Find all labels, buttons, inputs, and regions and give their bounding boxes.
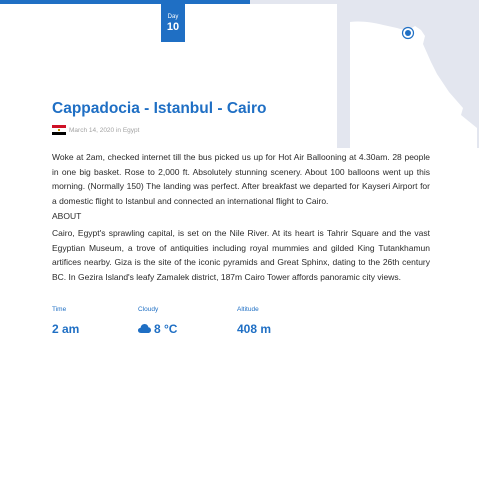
weather-label: Cloudy: [138, 306, 159, 313]
weather-value-text: 8 °C: [154, 322, 178, 336]
weather-value: [138, 322, 177, 336]
top-accent-bar: [0, 0, 250, 4]
entry-date-location: March 14, 2020 in Egypt: [69, 126, 140, 134]
altitude-label: Altitude: [237, 306, 259, 313]
day-badge: [161, 4, 185, 42]
about-heading: ABOUT: [52, 211, 82, 221]
entry-meta: [52, 124, 139, 136]
egypt-map: [337, 4, 479, 148]
entry-paragraph-2: Cairo, Egypt's sprawling capital, is set on the Nile River. At its heart is Tahrir Square and the vast Egyptian Museum, a trove of antiquities including royal mummies and gilded King Tutankhamun artifices nearby. Giza is the site of the iconic pyramids and Great Sphinx, dating to the 26th century BC. In Gezira Island's leafy Zamalek district, 187m Cairo Tower affords panoramic city views.: [52, 228, 430, 283]
time-value: [52, 322, 79, 336]
time-label: Time: [52, 306, 67, 313]
entry-title: Cappadocia - Istanbul - Cairo: [52, 100, 267, 117]
location-map: [337, 4, 479, 148]
altitude-value: [237, 322, 271, 336]
day-label: Day: [167, 14, 179, 20]
cloud-icon: [138, 322, 151, 336]
egypt-country-shape: [350, 22, 477, 148]
day-number: 10: [166, 21, 180, 33]
time-value-text: 2 am: [52, 322, 80, 336]
entry-paragraph-1: Woke at 2am, checked internet till the bus picked us up for Hot Air Ballooning at 4.30am. 28 people in one big basket. Rose to 2,000 ft. Absolutely stunning scenery. About 100 balloons went up this morning. (Normally 150) The landing was perfect. After breakfast we departed for Kayseri Airport for a domestic flight to Istanbul and connected an international flight to Cairo.: [52, 152, 430, 207]
egypt-flag-icon: [52, 125, 66, 135]
altitude-value-text: 408 m: [237, 322, 272, 336]
location-marker-icon: [403, 28, 414, 39]
